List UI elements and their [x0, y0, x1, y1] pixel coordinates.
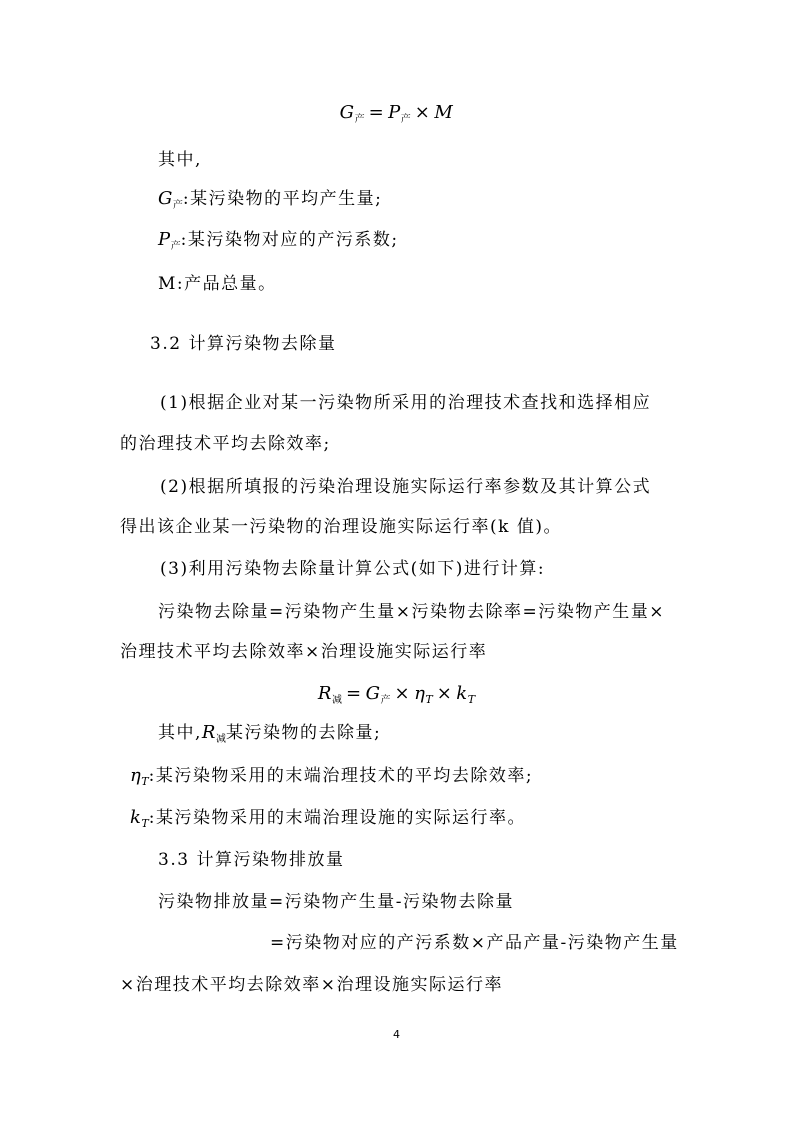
- formula-symbol-g: G: [365, 683, 381, 704]
- formula-subscript: 产: [354, 114, 365, 125]
- step-1-line-1: (1)根据企业对某一污染物所采用的治理技术查找和选择相应: [160, 393, 652, 413]
- formula-symbol-m: M: [434, 102, 454, 123]
- formula-operator: =: [368, 102, 385, 123]
- step-2-line-2: 得出该企业某一污染物的治理设施实际运行率(k 值)。: [120, 517, 562, 537]
- definition-symbol: P: [158, 229, 171, 250]
- formula-removal: [0, 683, 793, 712]
- formula-operator: ×: [394, 683, 411, 704]
- qizhong-label: 其中,: [158, 150, 202, 170]
- definition-text: :某污染物采用的末端治理设施的实际运行率。: [148, 808, 526, 828]
- definition-k: [130, 807, 526, 835]
- formula-symbol-p: P: [388, 102, 401, 123]
- step-2-line-1: (2)根据所填报的污染治理设施实际运行率参数及其计算公式: [160, 477, 652, 497]
- definition-subscript: 减: [215, 734, 226, 745]
- formula-production: [0, 102, 793, 131]
- formula-subscript: 减: [331, 695, 342, 706]
- formula-subscript: T: [425, 693, 433, 706]
- formula-symbol-k: k: [456, 683, 468, 704]
- formula-symbol-r: R: [317, 683, 332, 704]
- step-1-line-2: 的治理技术平均去除效率;: [120, 434, 331, 454]
- emission-formula-line-3: ×治理技术平均去除效率×治理设施实际运行率: [120, 975, 503, 995]
- definition-symbol: η: [130, 765, 142, 786]
- emission-formula-line-2: =污染物对应的产污系数×产品产量-污染物产生量: [270, 933, 679, 953]
- definition-subscript: 产: [170, 241, 181, 252]
- removal-formula-line-1: 污染物去除量=污染物产生量×污染物去除率=污染物产生量×: [158, 602, 665, 622]
- definition-subscript: T: [141, 775, 149, 788]
- definition-text: :某污染物对应的产污系数;: [180, 230, 399, 250]
- emission-formula-line-1: 污染物排放量=污染物产生量-污染物去除量: [158, 892, 514, 912]
- definition-symbol: G: [158, 188, 173, 209]
- formula-symbol-g: G: [339, 102, 355, 123]
- definition-p: [158, 229, 399, 258]
- section-heading-3-3: 3.3 计算污染物排放量: [158, 850, 345, 870]
- definition-eta: [130, 765, 533, 793]
- formula-symbol-eta: η: [414, 683, 426, 704]
- definition-g: [158, 188, 382, 217]
- page-number: 4: [393, 1028, 400, 1041]
- formula-operator: =: [345, 683, 362, 704]
- definition-m: M:产品总量。: [158, 274, 277, 294]
- step-3: (3)利用污染物去除量计算公式(如下)进行计算:: [160, 559, 546, 579]
- definition-text: 某污染物的去除量;: [225, 723, 382, 743]
- formula-subscript: T: [467, 693, 476, 706]
- definition-text: :某污染物的平均产生量;: [182, 189, 383, 209]
- definition-prefix: 其中,: [158, 723, 202, 743]
- formula-operator: ×: [414, 102, 431, 123]
- definition-r: [158, 722, 381, 751]
- formula-subscript: 产: [380, 695, 391, 706]
- formula-operator: ×: [436, 683, 453, 704]
- definition-symbol: k: [130, 807, 142, 828]
- formula-subscript: 产: [400, 114, 411, 125]
- section-heading-3-2: 3.2 计算污染物去除量: [150, 334, 337, 354]
- definition-text: :某污染物采用的末端治理技术的平均去除效率;: [148, 766, 534, 786]
- removal-formula-line-2: 治理技术平均去除效率×治理设施实际运行率: [120, 642, 488, 662]
- definition-subscript: 产: [172, 200, 183, 211]
- definition-symbol: R: [201, 722, 216, 743]
- definition-subscript: T: [141, 817, 149, 830]
